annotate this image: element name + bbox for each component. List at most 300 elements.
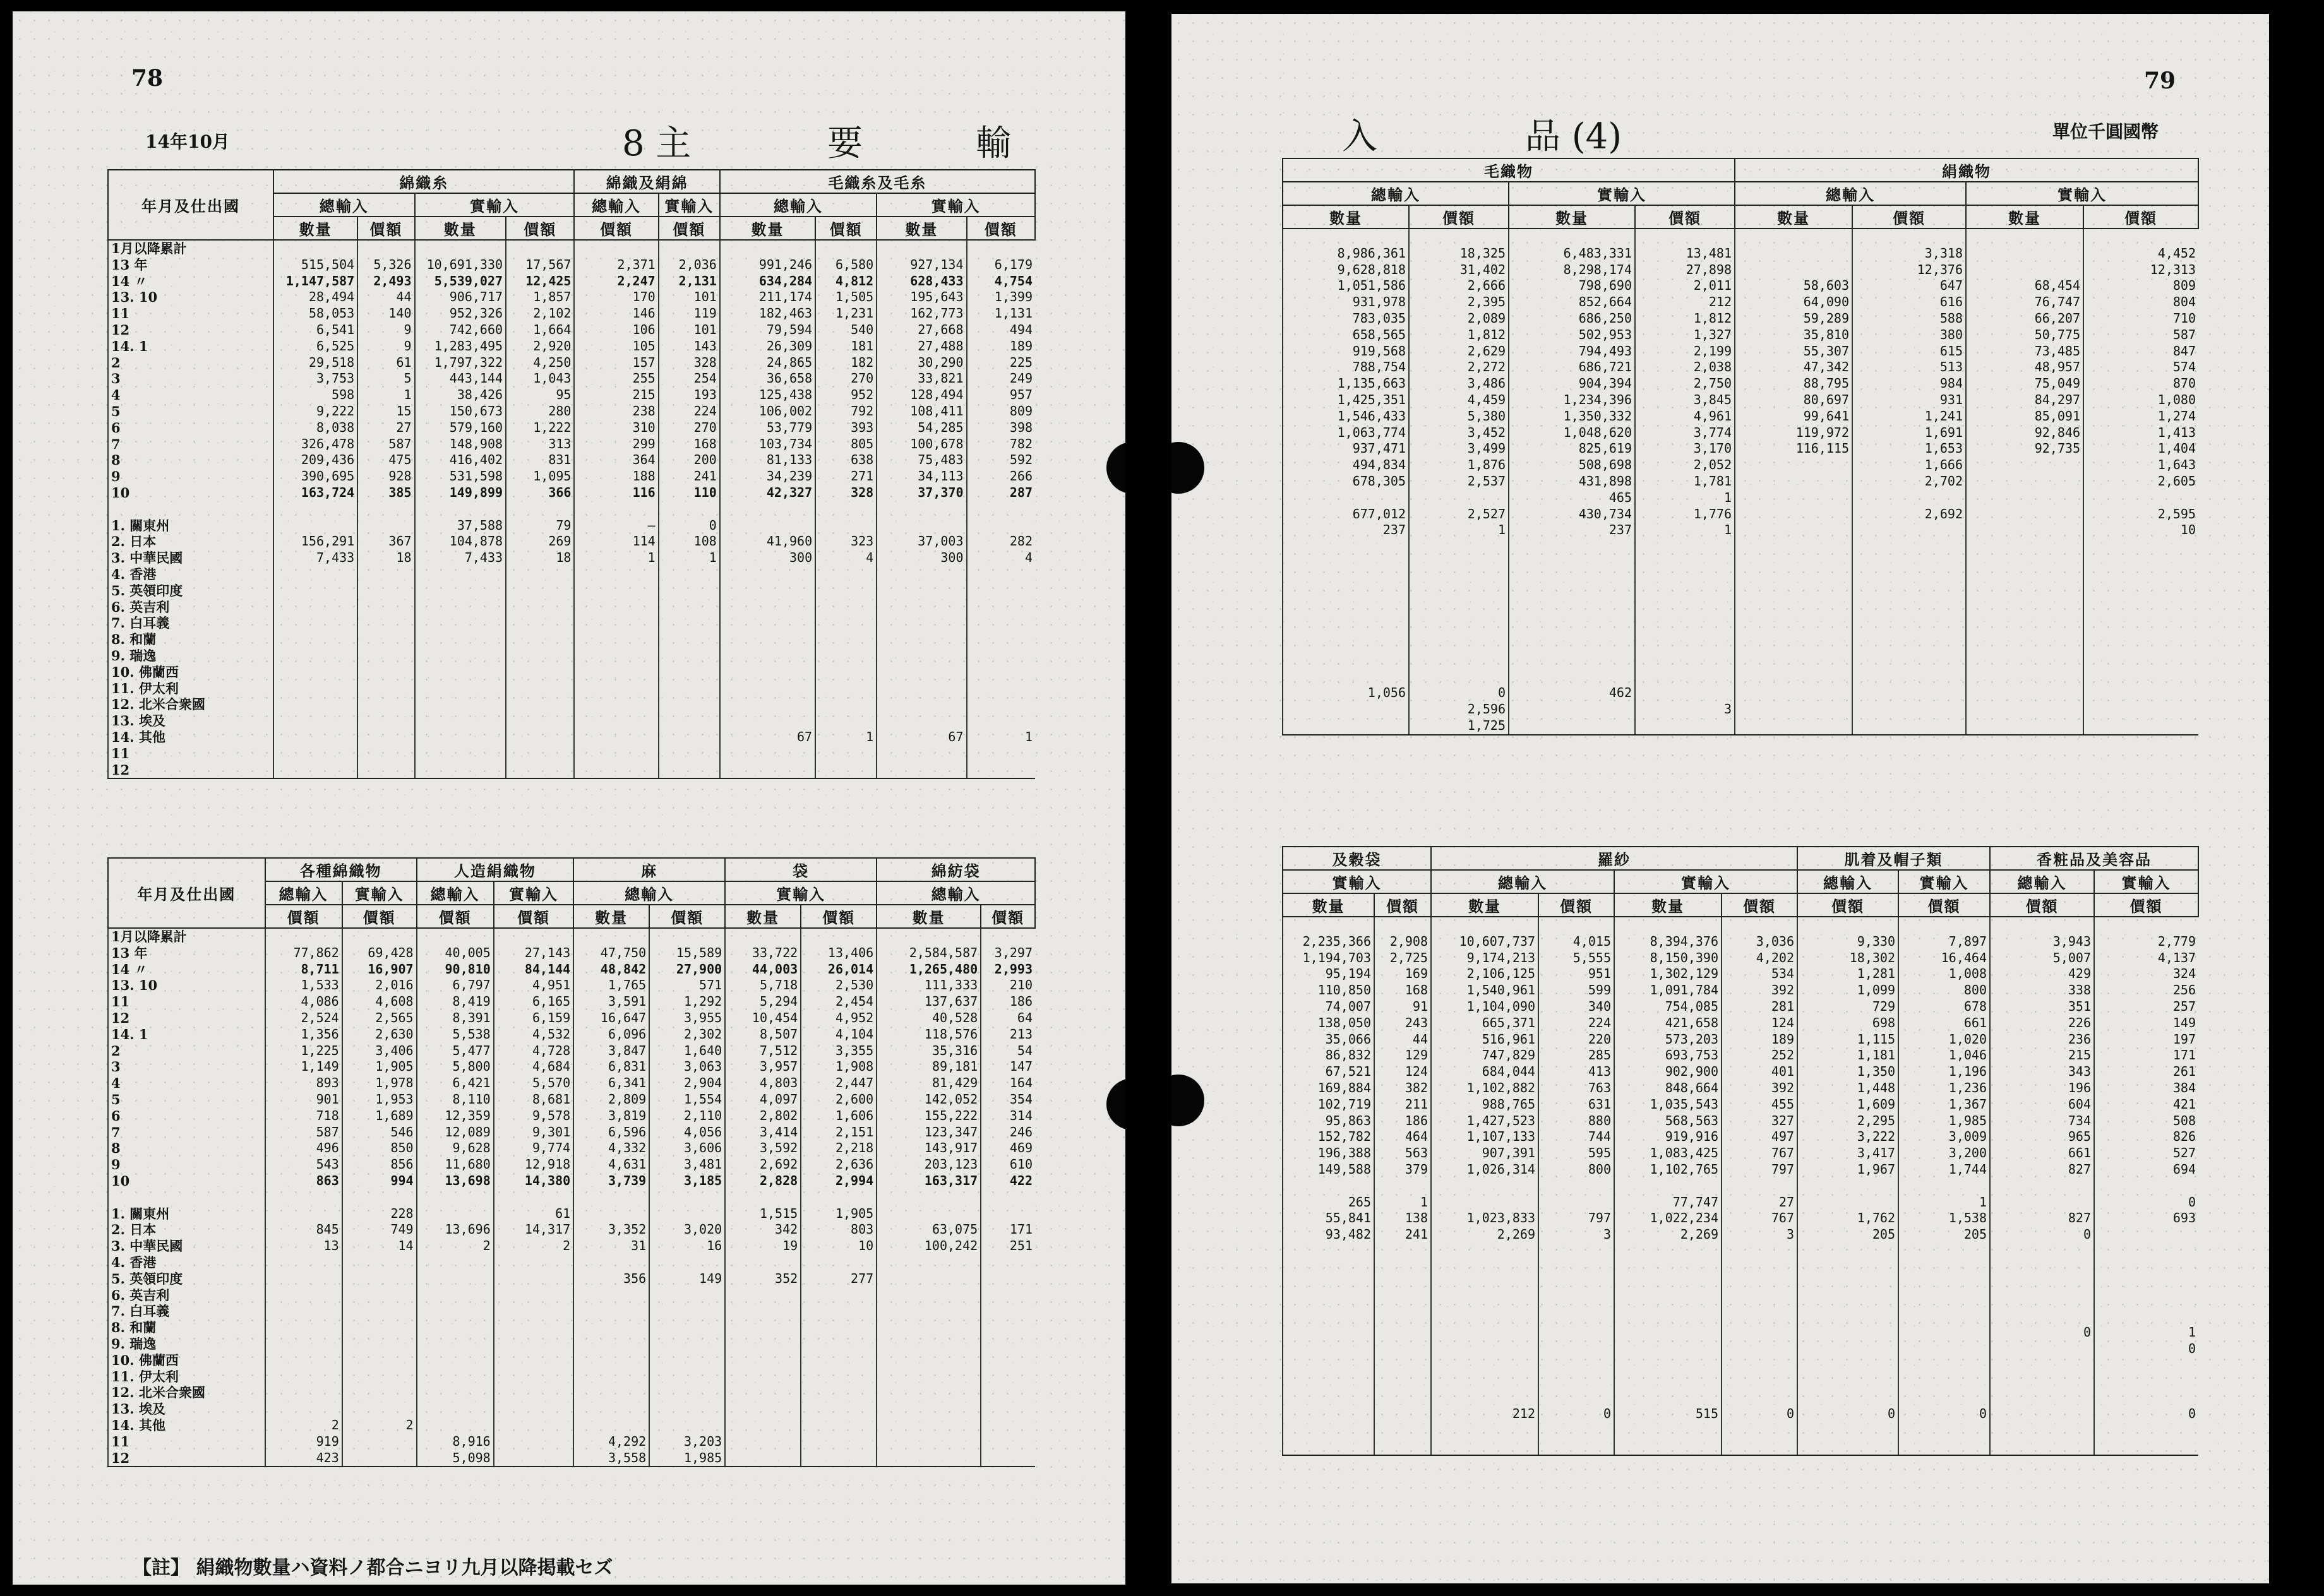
table-cell xyxy=(2083,653,2198,669)
table-cell: 15,589 xyxy=(649,945,725,962)
table-cell xyxy=(981,1401,1035,1417)
table-cell xyxy=(494,1336,573,1352)
table-cell xyxy=(725,1434,801,1450)
table-cell xyxy=(494,1450,573,1467)
table-cell xyxy=(1283,1292,1374,1308)
table-cell: 3,222 xyxy=(1797,1129,1898,1145)
table-row xyxy=(1283,1194,2198,1211)
table-cell: 10 xyxy=(2083,522,2198,539)
table-cell: 1,091,784 xyxy=(1614,982,1722,999)
table-cell: 95 xyxy=(506,387,574,403)
table-cell xyxy=(1283,604,1409,620)
table-cell xyxy=(1722,1390,1797,1406)
table-cell: 27,668 xyxy=(877,322,966,338)
table-cell xyxy=(877,696,966,713)
table-cell xyxy=(967,746,1036,762)
table-cell: 211,174 xyxy=(720,289,815,306)
table-cell: 2,600 xyxy=(801,1092,877,1108)
table-cell: 984 xyxy=(1852,376,1966,392)
table-cell: 211 xyxy=(1374,1097,1431,1113)
table-cell: 54,285 xyxy=(877,420,966,436)
table-cell: 462 xyxy=(1509,685,1635,701)
table-cell: 1,425,351 xyxy=(1283,392,1409,408)
table-cell: 327 xyxy=(1722,1113,1797,1129)
table-cell xyxy=(1374,1178,1431,1194)
table-row xyxy=(108,1319,1035,1336)
table-cell xyxy=(2083,636,2198,653)
table-cell: 95,863 xyxy=(1283,1113,1374,1129)
table-cell: 1,131 xyxy=(967,306,1036,322)
table-cell: 718 xyxy=(265,1108,342,1124)
table-cell xyxy=(1990,1260,2094,1276)
table-cell: 4,332 xyxy=(573,1140,649,1157)
table-row xyxy=(1283,669,2198,686)
table-cell xyxy=(415,583,506,599)
table-cell xyxy=(815,681,877,697)
table-cell: 143 xyxy=(659,338,720,355)
table-cell: 494 xyxy=(967,322,1036,338)
table-row xyxy=(1283,718,2198,735)
table-cell xyxy=(967,615,1036,631)
table-cell: 2,636 xyxy=(801,1157,877,1173)
table-cell: 0 xyxy=(1409,685,1509,701)
row-label: 14 〃 xyxy=(108,273,273,290)
table-cell xyxy=(273,746,357,762)
table-row xyxy=(1283,1325,2198,1341)
subgroup-header: 實輸入 xyxy=(2094,870,2198,893)
table-cell: 392 xyxy=(1722,982,1797,999)
table-cell xyxy=(1538,1292,1614,1308)
table-row xyxy=(1283,685,2198,701)
table-cell xyxy=(815,664,877,681)
table-row xyxy=(108,1010,1035,1027)
table-cell xyxy=(815,648,877,664)
table-cell xyxy=(1797,1390,1898,1406)
table-cell xyxy=(1797,1439,1898,1456)
table-cell xyxy=(659,729,720,746)
table-cell xyxy=(1722,1308,1797,1325)
table-row xyxy=(1283,1406,2198,1422)
table-cell xyxy=(725,1352,801,1369)
table-cell: 2,011 xyxy=(1635,278,1735,294)
table-cell: 385 xyxy=(357,485,414,501)
table-cell: 1,643 xyxy=(2083,457,2198,473)
table-cell xyxy=(1898,1308,1990,1325)
table-cell: 5,538 xyxy=(417,1027,494,1043)
row-label: 2 xyxy=(108,1043,265,1059)
table-cell: 1,781 xyxy=(1635,473,1735,490)
table-cell: 3,739 xyxy=(573,1173,649,1189)
table-row xyxy=(1283,1422,2198,1439)
table-cell xyxy=(981,1434,1035,1450)
table-cell xyxy=(357,631,414,648)
table-cell xyxy=(1966,636,2083,653)
table-cell: 162,773 xyxy=(877,306,966,322)
table-cell xyxy=(877,615,966,631)
table-cell: 1,095 xyxy=(506,468,574,485)
row-label: 4. 香港 xyxy=(108,566,273,583)
table-cell xyxy=(573,1369,649,1385)
table-cell: 443,144 xyxy=(415,371,506,387)
table-cell: 15 xyxy=(357,403,414,420)
row-label: 14. 其他 xyxy=(108,1417,265,1434)
table-cell xyxy=(720,631,815,648)
table-cell xyxy=(659,583,720,599)
table-cell xyxy=(357,615,414,631)
table-cell xyxy=(1614,1178,1722,1194)
table-cell: 792 xyxy=(815,403,877,420)
table-cell: 684,044 xyxy=(1431,1064,1538,1080)
table-cell xyxy=(265,928,342,945)
table-cell: 513 xyxy=(1852,359,1966,376)
group-header: 香粧品及美容品 xyxy=(1990,847,2198,870)
table-cell: 4,532 xyxy=(494,1027,573,1043)
subgroup-header: 實輸入 xyxy=(415,193,575,217)
table-cell: 1,978 xyxy=(342,1075,417,1092)
table-cell: 2,247 xyxy=(574,273,658,290)
table-cell xyxy=(1614,1308,1722,1325)
table-cell: 243 xyxy=(1374,1015,1431,1032)
table-cell: 1 xyxy=(574,550,658,566)
table-cell: 100,678 xyxy=(877,436,966,453)
table-cell xyxy=(1966,571,2083,588)
table-cell: 798,690 xyxy=(1509,278,1635,294)
table-cell: 574 xyxy=(2083,359,2198,376)
table-cell: 2,110 xyxy=(649,1108,725,1124)
table-row xyxy=(1283,473,2198,490)
table-row xyxy=(108,962,1035,978)
table-cell xyxy=(2094,1292,2198,1308)
table-cell xyxy=(1722,1243,1797,1260)
table-cell: 7,433 xyxy=(415,550,506,566)
table-cell: 1,281 xyxy=(1797,966,1898,982)
table-cell: 33,821 xyxy=(877,371,966,387)
table-cell xyxy=(357,566,414,583)
table-cell: 27,488 xyxy=(877,338,966,355)
table-cell: 6,596 xyxy=(573,1124,649,1141)
table-cell: 0 xyxy=(1898,1406,1990,1422)
table-cell xyxy=(1374,1422,1431,1439)
table-cell xyxy=(1409,571,1509,588)
table-row xyxy=(1283,1097,2198,1113)
table-cell xyxy=(415,696,506,713)
table-cell: 102,719 xyxy=(1283,1097,1374,1113)
table-cell: 390,695 xyxy=(273,468,357,485)
table-cell: 1 xyxy=(659,550,720,566)
table-cell: 149,899 xyxy=(415,485,506,501)
table-cell xyxy=(573,1254,649,1271)
table-cell xyxy=(573,1287,649,1304)
table-cell xyxy=(1852,718,1966,735)
table-row xyxy=(108,1287,1035,1304)
subgroup-header: 實輸入 xyxy=(342,881,417,905)
table-cell xyxy=(720,696,815,713)
table-cell xyxy=(1374,1439,1431,1456)
table-cell xyxy=(1614,1243,1722,1260)
table-cell: 856 xyxy=(342,1157,417,1173)
table-cell xyxy=(1966,701,2083,718)
table-cell xyxy=(1614,1373,1722,1390)
table-cell: 9,774 xyxy=(494,1140,573,1157)
table-cell: 163,317 xyxy=(877,1173,981,1189)
table-cell xyxy=(1852,555,1966,571)
left-page xyxy=(13,11,1125,1585)
table-cell: 73,485 xyxy=(1966,343,2083,360)
table-cell: 50,775 xyxy=(1966,327,2083,343)
table-cell: 16 xyxy=(649,1238,725,1254)
table-cell xyxy=(659,664,720,681)
table-cell: 203,123 xyxy=(877,1157,981,1173)
table-cell: 6,580 xyxy=(815,257,877,273)
table-cell: 55,307 xyxy=(1735,343,1852,360)
table-row xyxy=(108,533,1035,550)
table-cell xyxy=(659,631,720,648)
table-cell: 0 xyxy=(659,518,720,534)
table-cell xyxy=(2083,701,2198,718)
table-cell xyxy=(506,615,574,631)
table-cell xyxy=(1966,620,2083,636)
table-row xyxy=(1283,425,2198,441)
table-cell xyxy=(574,648,658,664)
table-cell: 0 xyxy=(1538,1406,1614,1422)
col-header: 數量 xyxy=(1966,205,2083,229)
col-header: 價額 xyxy=(342,905,417,928)
table-cell: 1,350,332 xyxy=(1509,408,1635,425)
row-label: 4. 香港 xyxy=(108,1254,265,1271)
col-header: 數量 xyxy=(415,217,506,240)
table-cell xyxy=(1509,718,1635,735)
table-cell xyxy=(1409,555,1509,571)
table-cell xyxy=(265,1206,342,1222)
table-cell: 5,570 xyxy=(494,1075,573,1092)
table-cell xyxy=(1538,1341,1614,1357)
table-cell: 827 xyxy=(1990,1210,2094,1227)
table-cell: 5 xyxy=(357,371,414,387)
col-header: 價額 xyxy=(417,905,494,928)
table-cell: 994 xyxy=(342,1173,417,1189)
table-cell xyxy=(1374,1276,1431,1292)
table-cell xyxy=(417,928,494,945)
table-cell: 5,380 xyxy=(1409,408,1509,425)
table-cell: 413 xyxy=(1538,1064,1614,1080)
table-cell: 9,578 xyxy=(494,1108,573,1124)
table-cell: 919 xyxy=(265,1434,342,1450)
table-cell: 422 xyxy=(981,1173,1035,1189)
table-cell xyxy=(1852,701,1966,718)
table-cell: 123,347 xyxy=(877,1124,981,1141)
table-cell: 74,007 xyxy=(1283,999,1374,1015)
table-row xyxy=(108,696,1035,713)
table-cell xyxy=(494,1287,573,1304)
table-cell xyxy=(1990,1390,2094,1406)
table-cell xyxy=(1283,1276,1374,1292)
table-cell xyxy=(1614,1292,1722,1308)
table-cell xyxy=(342,1369,417,1385)
table-cell xyxy=(720,501,815,518)
table-cell: 2,994 xyxy=(801,1173,877,1189)
table-cell: 2,038 xyxy=(1635,359,1735,376)
table-cell: 40,528 xyxy=(877,1010,981,1027)
table-cell: 67,521 xyxy=(1283,1064,1374,1080)
table-cell xyxy=(342,1385,417,1401)
table-cell xyxy=(417,1287,494,1304)
table-cell: 103,734 xyxy=(720,436,815,453)
table-row xyxy=(1283,327,2198,343)
page-number: 78 xyxy=(131,65,164,92)
table-cell: 2,530 xyxy=(801,977,877,994)
table-cell: 282 xyxy=(967,533,1036,550)
table-cell xyxy=(877,762,966,779)
table-cell: 1,104,090 xyxy=(1431,999,1538,1015)
table-cell: 18,302 xyxy=(1797,950,1898,967)
table-cell xyxy=(1374,1260,1431,1276)
table-cell xyxy=(649,1319,725,1336)
table-cell: 67 xyxy=(877,729,966,746)
table-cell: 3,203 xyxy=(649,1434,725,1450)
table-cell: 6,421 xyxy=(417,1075,494,1092)
table-cell xyxy=(573,1417,649,1434)
table-cell: 241 xyxy=(659,468,720,485)
table-cell: 1,640 xyxy=(649,1043,725,1059)
table-cell: 64 xyxy=(981,1010,1035,1027)
table-cell xyxy=(815,518,877,534)
row-label: 1月以降累計 xyxy=(108,240,273,257)
table-cell xyxy=(1538,1308,1614,1325)
table-cell: 116,115 xyxy=(1735,441,1852,457)
table-cell xyxy=(720,746,815,762)
table-row xyxy=(108,1369,1035,1385)
table-cell: 213 xyxy=(981,1027,1035,1043)
table-cell xyxy=(815,240,877,257)
table-cell: 61 xyxy=(357,355,414,371)
table-cell: 2,993 xyxy=(981,962,1035,978)
table-cell: 5,800 xyxy=(417,1059,494,1075)
table-cell xyxy=(967,631,1036,648)
table-cell: 496 xyxy=(265,1140,342,1157)
table-cell: 2 xyxy=(417,1238,494,1254)
col-header: 價額 xyxy=(981,905,1035,928)
subgroup-header: 總輸入 xyxy=(877,881,1035,905)
table-cell: 2,151 xyxy=(801,1124,877,1141)
table-cell: 401 xyxy=(1722,1064,1797,1080)
table-cell xyxy=(967,599,1036,616)
table-cell xyxy=(1374,1308,1431,1325)
table-cell: 168 xyxy=(1374,982,1431,999)
table-cell xyxy=(1614,917,1722,934)
table-cell: 694 xyxy=(2094,1162,2198,1178)
table-cell: 573,203 xyxy=(1614,1032,1722,1048)
table-cell xyxy=(877,1189,981,1206)
table-cell xyxy=(342,1401,417,1417)
table-cell: 497 xyxy=(1722,1129,1797,1145)
table-cell xyxy=(1409,539,1509,555)
table-cell xyxy=(273,681,357,697)
table-cell xyxy=(494,1434,573,1450)
row-label: 12 xyxy=(108,322,273,338)
data-table-left-top xyxy=(107,169,1036,779)
table-cell xyxy=(1722,1373,1797,1390)
row-label: 8 xyxy=(108,1140,265,1157)
subgroup-header: 實輸入 xyxy=(1966,182,2198,205)
table-cell: 14,380 xyxy=(494,1173,573,1189)
table-cell: 149 xyxy=(649,1271,725,1287)
table-cell: 2,269 xyxy=(1614,1227,1722,1243)
row-label: 13. 埃及 xyxy=(108,1401,265,1417)
table-cell xyxy=(1283,571,1409,588)
table-cell: 4,951 xyxy=(494,977,573,994)
table-cell: 4,961 xyxy=(1635,408,1735,425)
table-cell: 3,417 xyxy=(1797,1145,1898,1162)
table-cell: 310 xyxy=(574,420,658,436)
table-cell xyxy=(815,615,877,631)
table-cell: 90,810 xyxy=(417,962,494,978)
table-cell: 2,537 xyxy=(1409,473,1509,490)
table-cell: 794,493 xyxy=(1509,343,1635,360)
table-cell xyxy=(1722,1422,1797,1439)
table-cell xyxy=(342,1271,417,1287)
table-cell xyxy=(877,1303,981,1319)
table-cell: 4,812 xyxy=(815,273,877,290)
table-cell: 100,242 xyxy=(877,1238,981,1254)
table-cell: 110,850 xyxy=(1283,982,1374,999)
table-cell: 324 xyxy=(2094,966,2198,982)
table-cell: 8,681 xyxy=(494,1092,573,1108)
table-cell xyxy=(981,1369,1035,1385)
table-cell xyxy=(1409,490,1509,506)
binding-hole xyxy=(1171,442,1204,494)
table-cell: 220 xyxy=(1538,1032,1614,1048)
table-cell xyxy=(1538,1276,1614,1292)
table-cell: 5,555 xyxy=(1538,950,1614,967)
table-cell: 27 xyxy=(1722,1194,1797,1211)
table-cell xyxy=(801,1254,877,1271)
table-cell: 246 xyxy=(981,1124,1035,1141)
table-cell xyxy=(1735,653,1852,669)
table-cell xyxy=(1852,522,1966,539)
table-cell: 189 xyxy=(1722,1032,1797,1048)
table-cell xyxy=(725,1450,801,1467)
table-cell xyxy=(1431,1357,1538,1374)
table-row xyxy=(108,371,1035,387)
table-cell xyxy=(1990,1373,2094,1390)
row-label: 13. 埃及 xyxy=(108,713,273,729)
table-cell: 870 xyxy=(2083,376,2198,392)
table-row xyxy=(108,1352,1035,1369)
table-cell xyxy=(1283,653,1409,669)
col-header: 數量 xyxy=(273,217,357,240)
row-label: 8 xyxy=(108,452,273,468)
table-cell: 2,802 xyxy=(725,1108,801,1124)
table-cell: 2,395 xyxy=(1409,294,1509,311)
table-cell xyxy=(801,1369,877,1385)
row-label: 6. 英吉利 xyxy=(108,1287,265,1304)
table-cell: 1,533 xyxy=(265,977,342,994)
table-cell xyxy=(725,1254,801,1271)
table-cell: 1,606 xyxy=(801,1108,877,1124)
table-cell xyxy=(877,1336,981,1352)
table-cell: 251 xyxy=(981,1238,1035,1254)
table-cell: 9,628 xyxy=(417,1140,494,1157)
table-cell: 12,376 xyxy=(1852,262,1966,278)
table-cell xyxy=(494,1189,573,1206)
table-cell xyxy=(273,664,357,681)
table-cell: 171 xyxy=(981,1222,1035,1238)
table-cell: 93,482 xyxy=(1283,1227,1374,1243)
table-cell: 170 xyxy=(574,289,658,306)
table-cell xyxy=(1374,1243,1431,1260)
table-cell xyxy=(494,1401,573,1417)
table-cell xyxy=(659,713,720,729)
